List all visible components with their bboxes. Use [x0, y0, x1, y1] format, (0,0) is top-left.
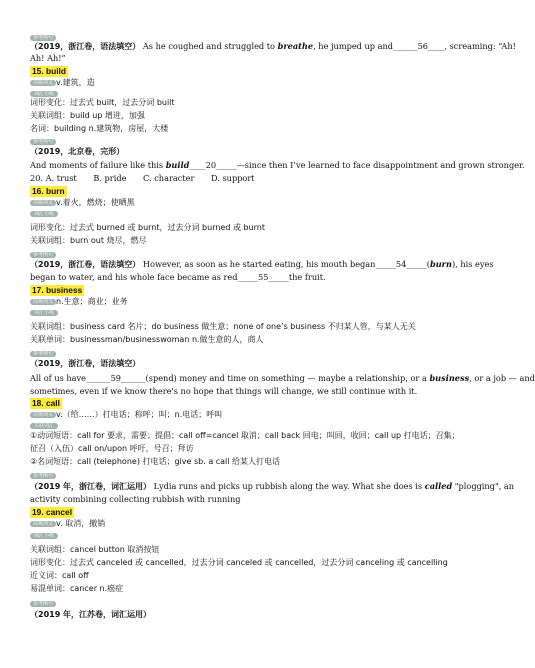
keyword: business — [429, 373, 470, 383]
ref-example-tag: 参考例句 — [30, 35, 56, 41]
example-sentence-17 — [30, 373, 535, 384]
example-sentence-14-cont — [30, 53, 455, 64]
example-sentence-18 — [30, 481, 515, 493]
example-sentence-14 — [30, 41, 516, 53]
related-vocab-tag: 关联词汇 — [30, 423, 58, 429]
meaning-text: v.建筑，造 — [56, 78, 95, 87]
tag-row — [30, 208, 455, 219]
entry-heading — [30, 186, 455, 197]
example-source-text: （2019，浙江卷，语法填空） — [30, 359, 141, 368]
example-text: However, as soon as he started eating, his mouth began_____54_____( — [142, 259, 430, 269]
option-b: B. pride — [93, 173, 127, 183]
word-test-tag: 词汇小练 — [30, 310, 58, 316]
example-source: （2019，浙江卷，语法填空） — [30, 260, 141, 269]
entry-heading — [30, 398, 455, 409]
tag-ref-example — [30, 470, 455, 481]
option-a: 20. A. trust — [30, 173, 77, 183]
high-freq-tag: 高频词义 — [30, 80, 56, 86]
keyword: build — [165, 160, 190, 170]
meaning-line — [30, 296, 455, 308]
high-freq-tag: 高频词义 — [30, 200, 56, 206]
answer-options — [30, 173, 455, 184]
example-text: As he coughed and struggled to — [142, 41, 278, 51]
verb-phrases: ①动词短语：call for 要求，需要；提倡；call off=cancel 取消；call back 回电；叫回，收回；call up 打电话；召集； — [30, 431, 460, 440]
example-text: activity combining collecting rubbish with running — [30, 494, 241, 504]
keyword: breathe — [277, 41, 314, 51]
ref-example-tag: 参考例句 — [30, 473, 56, 479]
option-c: C. character — [143, 173, 195, 183]
example-sentence-17-cont — [30, 386, 455, 397]
meaning-line — [30, 409, 455, 421]
meaning-text: v.（给……）打电话；称呼；叫；n.电话；呼叫 — [56, 410, 223, 419]
example-text: ), his eyes — [451, 259, 494, 269]
high-freq-tag: 高频词义 — [30, 412, 56, 418]
confusable-word: 易混单词：cancer n.癌症 — [30, 584, 124, 593]
tag-row — [30, 530, 455, 541]
tag-ref-example — [30, 598, 455, 609]
example-text: Lydia runs and picks up rubbish along the way. What she does is — [153, 481, 425, 491]
word-heading-call: 18. call — [32, 398, 60, 408]
word-forms: 词形变化：过去式 canceled 或 cancelled，过去分词 canceled 或 cancelled，过去分词 canceling 或 cancelling — [30, 558, 448, 567]
tag-ref-example — [30, 136, 455, 147]
example-text: began to water, and his whole face became as red_____55_____the fruit. — [30, 272, 326, 282]
example-sentence-18-cont — [30, 494, 455, 505]
ref-example-tag: 参考例句 — [30, 601, 56, 607]
related-phrases: 关联词组：build up 增进，加强 — [30, 111, 145, 120]
example-sentence-16-cont — [30, 272, 455, 283]
word-test-tag: 词汇小练 — [30, 211, 58, 217]
related-phrases: 关联词组：cancel button 取消按钮 — [30, 545, 160, 554]
tag-row — [30, 420, 455, 431]
meaning-text: v. 取消，撤销 — [56, 519, 106, 528]
meaning-line — [30, 197, 455, 209]
keyword: called — [424, 481, 453, 491]
entry-heading — [30, 66, 455, 77]
noun-phrases: ②名词短语：call (telephone) 打电话；give sb. a call 给某人打电话 — [30, 457, 281, 466]
word-forms: 词形变化：过去式 burned 或 burnt，过去分词 burned 或 burnt — [30, 223, 265, 232]
word-heading-burn: 16. burn — [32, 186, 65, 196]
word-test-tag: 词汇小练 — [30, 533, 58, 539]
example-text: , he jumped up and______56____, screaming: “Ah! — [313, 41, 516, 51]
meaning-line — [30, 518, 455, 530]
example-text: Ah! Ah!” — [30, 53, 66, 63]
word-test-tag: 词汇小练 — [30, 91, 58, 97]
ref-example-tag: 参考例句 — [30, 139, 56, 145]
example-source: （2019 年，浙江卷，词汇运用） — [30, 482, 152, 491]
example-source — [30, 609, 455, 621]
tag-row — [30, 88, 455, 99]
example-source — [30, 146, 455, 158]
example-text: ____20_____—since then I’ve learned to face disappointment and grown stronger. — [189, 160, 525, 170]
verb-phrases-cont: 征召（入伍）call on/upon 呼吁，号召；拜访 — [30, 444, 194, 453]
ref-example-tag: 参考例句 — [30, 351, 56, 357]
noun-form: 名词：building n.建筑物，房屋，大楼 — [30, 124, 169, 133]
example-source — [30, 358, 455, 370]
word-forms: 词形变化：过去式 built，过去分词 built — [30, 98, 175, 107]
option-d: D. support — [211, 173, 255, 183]
example-text: All of us have______59______(spend) money and time on something — maybe a relationship, or a — [30, 373, 430, 383]
meaning-line — [30, 77, 455, 89]
related-phrases: 关联词组：business card 名片；do business 做生意；none of one’s business 不归某人管，与某人无关 — [30, 322, 416, 331]
high-freq-tag: 高频词义 — [30, 521, 56, 527]
example-text: sometimes, even if we know there's no hope that things will change, we still continue with it. — [30, 386, 418, 396]
tag-ref-example — [30, 348, 455, 359]
example-text: "plogging", an — [452, 481, 515, 491]
high-freq-tag: 高频词义 — [30, 299, 56, 305]
meaning-text: v.着火，燃烧；使晒黑 — [56, 198, 135, 207]
related-phrases: 关联词组：burn out 烧尽，燃尽 — [30, 236, 147, 245]
keyword: burn — [430, 259, 452, 269]
example-source-text: （2019，北京卷，完形） — [30, 147, 125, 156]
entry-heading — [30, 507, 455, 518]
entry-heading — [30, 285, 455, 296]
meaning-text: n.生意；商业；业务 — [56, 297, 128, 306]
example-sentence-15 — [30, 160, 525, 171]
example-source: （2019，浙江卷，语法填空） — [30, 42, 141, 51]
related-words: 关联单词：businessman/businesswoman n.做生意的人，商人 — [30, 335, 264, 344]
example-sentence-16 — [30, 259, 494, 271]
tag-ref-example — [30, 249, 455, 260]
example-text: And moments of failure like this — [30, 160, 166, 170]
ref-example-tag: 参考例句 — [30, 252, 56, 258]
example-text: , or a job — and — [469, 373, 535, 383]
word-heading-business: 17. business — [32, 285, 83, 295]
word-heading-cancel: 19. cancel — [32, 507, 73, 517]
synonym: 近义词：call off — [30, 571, 89, 580]
example-source-text: （2019 年，江苏卷，词汇运用） — [30, 610, 152, 619]
word-heading-build: 15. build — [32, 66, 66, 76]
tag-row — [30, 307, 455, 318]
